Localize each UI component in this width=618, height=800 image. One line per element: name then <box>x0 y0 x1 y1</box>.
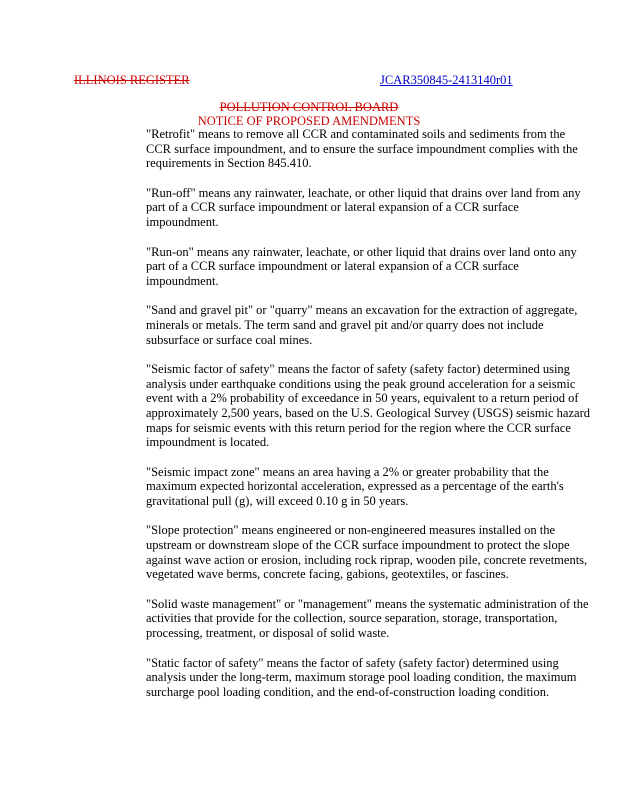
definitions-body <box>146 127 591 714</box>
definition-seismic-factor-of-safety: "Seismic factor of safety" means the factor of safety (safety factor) determined using analysis under earthquake conditions using the peak ground acceleration for a seismic event with a 2% probability of exceedance in 50 years, equivalent to a return period of approximately 2,500 years, based on the U.S. Geological Survey (USGS) seismic hazard maps for seismic events with this return period for the region where the CCR surface impoundment is located. <box>146 362 590 450</box>
definition-sand-gravel-pit: "Sand and gravel pit" or "quarry" means an excavation for the extraction of aggregate, minerals or metals. The term sand and gravel pit and/or quarry does not include subsurface or surface coal mines. <box>146 303 578 347</box>
definition-run-on: "Run-on" means any rainwater, leachate, or other liquid that drains over land onto any part of a CCR surface impoundment or lateral expansion of a CCR surface impoundment. <box>146 244 577 288</box>
board-title: POLLUTION CONTROL BOARD <box>219 100 399 114</box>
definition-static-factor-of-safety: "Static factor of safety" means the factor of safety (safety factor) determined using analysis under the long-term, maximum storage pool loading condition, the maximum surcharge pool loading condition, and the end-of-construction loading condition. <box>146 655 577 699</box>
definition-run-off: "Run-off" means any rainwater, leachate, or other liquid that drains over land from any part of a CCR surface impoundment or lateral expansion of a CCR surface impoundment. <box>146 185 581 229</box>
jcar-code: JCAR350845-2413140r01 <box>380 73 513 87</box>
definition-seismic-impact-zone: "Seismic impact zone" means an area having a 2% or greater probability that the maximum expected horizontal acceleration, expressed as a percentage of the earth's gravitational pull (g), will exceed 0.10 g in 50 years. <box>146 464 564 508</box>
definition-slope-protection: "Slope protection" means engineered or non-engineered measures installed on the upstream or downstream slope of the CCR surface impoundment to protect the slope against wave action or erosion, including rock riprap, wooden pile, concrete revetments, vegetated wave berms, concrete facing, gabions, geotextiles, or fascines. <box>146 523 588 582</box>
definition-retrofit: "Retrofit" means to remove all CCR and contaminated soils and sediments from the CCR surface impoundment, and to ensure the surface impoundment complies with the requirements in Section 845.410. <box>146 127 578 171</box>
definition-solid-waste-management: "Solid waste management" or "management" means the systematic administration of the activities that provide for the collection, source separation, storage, transportation, processing, treatment, or disposal of solid waste. <box>146 596 589 641</box>
notice-title: NOTICE OF PROPOSED AMENDMENTS <box>197 114 421 128</box>
register-header: ILLINOIS REGISTER <box>74 73 190 87</box>
